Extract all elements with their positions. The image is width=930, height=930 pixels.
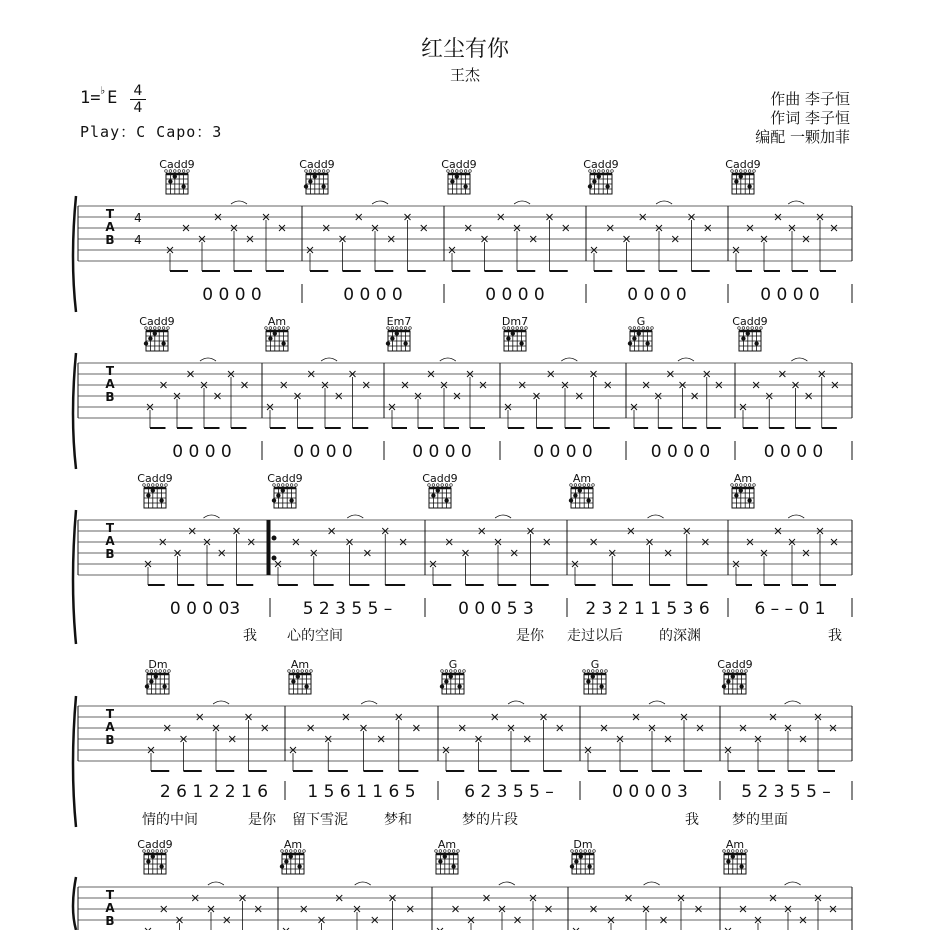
jianpu-measure: 5 2 3 5 5 –: [741, 782, 831, 802]
open-string-mark: [457, 850, 460, 853]
chord-diagram: [628, 315, 654, 351]
finger-dot: [754, 341, 758, 345]
finger-dot: [569, 498, 573, 502]
chord-diagram: [717, 658, 752, 694]
open-string-mark: [288, 670, 291, 673]
finger-dot: [628, 341, 632, 345]
open-string-mark: [651, 327, 654, 330]
jianpu-measure: 0 0 0 0: [343, 285, 403, 305]
tie-arc: [561, 358, 577, 361]
open-string-mark: [445, 670, 448, 673]
tab-meter: 4: [134, 233, 142, 247]
finger-dot: [739, 488, 743, 492]
tie-arc: [355, 882, 371, 885]
open-string-mark: [435, 850, 438, 853]
chord-diagram: [145, 658, 171, 694]
system-brace: [73, 353, 76, 469]
chord-name: Am: [283, 838, 303, 851]
finger-dot: [431, 493, 435, 497]
chord-diagram: [288, 658, 313, 694]
chord-diagram: [267, 472, 302, 508]
open-string-mark: [592, 484, 595, 487]
finger-dot: [149, 679, 153, 683]
chord-name: Am: [290, 658, 310, 671]
lyric-word: 是你: [516, 628, 544, 644]
open-string-mark: [463, 670, 466, 673]
finger-dot: [145, 684, 149, 688]
chord-diagram: [159, 158, 194, 194]
finger-dot: [161, 341, 165, 345]
finger-dot: [284, 859, 288, 863]
finger-dot: [450, 179, 454, 183]
finger-dot: [280, 864, 284, 868]
lyricist-credit: 作词 李子恒: [770, 109, 850, 127]
finger-dot: [463, 184, 467, 188]
finger-dot: [308, 179, 312, 183]
chord-name: Cadd9: [139, 315, 175, 328]
tie-arc: [644, 882, 660, 885]
system-brace: [73, 510, 76, 644]
finger-dot: [304, 684, 308, 688]
finger-dot: [173, 174, 177, 178]
finger-dot: [168, 179, 172, 183]
finger-dot: [154, 674, 158, 678]
jianpu-measure: 0 0 0 0: [172, 442, 232, 462]
lyric-word: 我: [243, 628, 257, 644]
finger-dot: [444, 498, 448, 502]
open-string-mark: [600, 670, 603, 673]
open-string-mark: [723, 850, 726, 853]
meter-bottom: 4: [133, 100, 143, 116]
chord-name: Cadd9: [137, 472, 173, 485]
finger-dot: [289, 854, 293, 858]
chord-name: Dm: [573, 838, 593, 851]
chord-diagram: [137, 472, 172, 508]
tab-clef-letter: T: [105, 521, 115, 535]
finger-dot: [451, 864, 455, 868]
jianpu-measure: 2 6 1 2 2 1 6: [159, 782, 269, 802]
tie-arc: [347, 515, 363, 518]
chord-name: G: [448, 658, 458, 671]
chord-diagram: [280, 838, 306, 874]
tab-clef-letter: B: [105, 914, 115, 928]
chord-name: Am: [437, 838, 457, 851]
jianpu-measure: 0 0 0 0: [485, 285, 545, 305]
tie-arc: [204, 515, 220, 518]
finger-dot: [587, 864, 591, 868]
tab-clef-letter: T: [105, 364, 115, 378]
finger-dot: [457, 684, 461, 688]
tab-clef-letter: B: [105, 733, 115, 747]
finger-dot: [443, 854, 447, 858]
jianpu-measure: 0 0 0 0: [293, 442, 353, 462]
open-string-mark: [629, 327, 632, 330]
tab-clef-letter: A: [105, 901, 115, 915]
finger-dot: [144, 341, 148, 345]
jianpu-measure: 0 0 0 0 3: [612, 782, 688, 802]
finger-dot: [159, 864, 163, 868]
finger-dot: [162, 684, 166, 688]
chord-name: Cadd9: [583, 158, 619, 171]
jianpu-measure: 0 0 0 0: [763, 442, 824, 462]
finger-dot: [436, 488, 440, 492]
arranger-credit: 编配 一颗加菲: [755, 128, 850, 146]
chord-name: Cadd9: [159, 158, 195, 171]
finger-dot: [741, 336, 745, 340]
jianpu-measure: 2 3 2 1 1 5 3 6: [585, 599, 710, 619]
finger-dot: [272, 498, 276, 502]
open-string-mark: [753, 484, 756, 487]
key-prefix: 1=: [80, 88, 101, 108]
finger-dot: [588, 184, 592, 188]
flat-symbol: ♭: [99, 84, 107, 97]
finger-dot: [455, 174, 459, 178]
song-title: 红尘有你: [420, 37, 509, 62]
finger-dot: [281, 341, 285, 345]
meter-top: 4: [133, 83, 143, 99]
lyric-word: 留下雪泥: [292, 812, 348, 828]
tab-clef-letter: A: [105, 534, 115, 548]
finger-dot: [734, 179, 738, 183]
finger-dot: [739, 174, 743, 178]
open-string-mark: [587, 670, 590, 673]
finger-dot: [444, 679, 448, 683]
key-note: E: [107, 88, 118, 108]
open-string-mark: [570, 484, 573, 487]
open-string-mark: [146, 670, 149, 673]
finger-dot: [148, 336, 152, 340]
chord-diagram: [725, 158, 760, 194]
open-string-mark: [646, 327, 649, 330]
finger-dot: [281, 488, 285, 492]
finger-dot: [440, 684, 444, 688]
jianpu-measure: 0 0 0 03: [169, 599, 241, 619]
finger-dot: [289, 498, 293, 502]
finger-dot: [273, 331, 277, 335]
chord-name: Em7: [386, 315, 412, 328]
finger-dot: [146, 859, 150, 863]
chord-diagram: [422, 472, 457, 508]
finger-dot: [734, 493, 738, 497]
tie-arc: [508, 701, 524, 704]
tie-arc: [200, 358, 216, 361]
chord-diagram: [570, 838, 596, 874]
lyric-word: 情的中间: [142, 812, 198, 828]
open-string-mark: [633, 327, 636, 330]
finger-dot: [570, 864, 574, 868]
open-string-mark: [281, 850, 284, 853]
tie-arc: [785, 882, 801, 885]
lyric-word: 我: [685, 812, 699, 828]
tie-arc: [649, 701, 665, 704]
finger-dot: [449, 674, 453, 678]
lyric-word: 心的空间: [287, 628, 343, 644]
finger-dot: [599, 684, 603, 688]
finger-dot: [731, 854, 735, 858]
finger-dot: [722, 684, 726, 688]
finger-dot: [746, 331, 750, 335]
tie-arc: [499, 882, 515, 885]
tab-clef-letter: B: [105, 390, 115, 404]
tab-clef-letter: B: [105, 233, 115, 247]
chord-name: Am: [267, 315, 287, 328]
lyric-word: 的深渊: [659, 628, 701, 644]
chord-name: Am: [733, 472, 753, 485]
tie-arc: [208, 882, 224, 885]
tie-arc: [791, 358, 807, 361]
tab-clef-letter: A: [105, 220, 115, 234]
finger-dot: [297, 864, 301, 868]
tie-arc: [231, 201, 247, 204]
chord-diagram: [441, 158, 476, 194]
open-string-mark: [287, 327, 290, 330]
chord-name: G: [590, 658, 600, 671]
chord-diagram: [137, 838, 172, 874]
finger-dot: [592, 179, 596, 183]
finger-dot: [739, 684, 743, 688]
finger-dot: [637, 331, 641, 335]
tie-arc: [788, 515, 804, 518]
finger-dot: [386, 341, 390, 345]
finger-dot: [146, 493, 150, 497]
chord-diagram: [139, 315, 174, 351]
finger-dot: [739, 864, 743, 868]
tie-arc: [321, 358, 337, 361]
chord-name: Cadd9: [732, 315, 768, 328]
finger-dot: [390, 336, 394, 340]
finger-dot: [726, 859, 730, 863]
jianpu-measure: 0 0 0 0: [202, 285, 262, 305]
tie-arc: [785, 701, 801, 704]
finger-dot: [151, 488, 155, 492]
tab-clef-letter: T: [105, 207, 115, 221]
finger-dot: [268, 336, 272, 340]
open-string-mark: [571, 850, 574, 853]
tab-clef-letter: T: [105, 888, 115, 902]
chord-name: Cadd9: [725, 158, 761, 171]
tie-arc: [656, 201, 672, 204]
finger-dot: [645, 341, 649, 345]
finger-dot: [597, 174, 601, 178]
chord-name: Cadd9: [441, 158, 477, 171]
tie-arc: [372, 201, 388, 204]
chord-diagram: [569, 472, 595, 508]
open-string-mark: [583, 670, 586, 673]
jianpu-measure: 0 0 0 0: [533, 442, 593, 462]
finger-dot: [403, 341, 407, 345]
finger-dot: [591, 674, 595, 678]
open-string-mark: [593, 850, 596, 853]
chord-name: Cadd9: [299, 158, 335, 171]
tab-clef-letter: A: [105, 720, 115, 734]
tie-arc: [495, 515, 511, 518]
chord-name: Dm7: [501, 315, 529, 328]
finger-dot: [151, 854, 155, 858]
chord-diagram: [440, 658, 466, 694]
chord-diagram: [583, 658, 608, 694]
jianpu-measure: 0 0 0 0: [412, 442, 472, 462]
repeat-dot: [272, 556, 277, 561]
finger-dot: [632, 336, 636, 340]
system-brace: [73, 196, 76, 312]
finger-dot: [586, 679, 590, 683]
open-string-mark: [731, 484, 734, 487]
chord-name: Cadd9: [717, 658, 753, 671]
finger-dot: [578, 488, 582, 492]
jianpu-measure: 6 – – 0 1: [754, 599, 826, 619]
tab-meter: 4: [134, 211, 142, 225]
finger-dot: [395, 331, 399, 335]
finger-dot: [313, 174, 317, 178]
finger-dot: [586, 498, 590, 502]
jianpu-measure: 0 0 0 0: [627, 285, 687, 305]
play-capo-info: Play：C Capo：3: [80, 123, 223, 141]
chord-name: Cadd9: [267, 472, 303, 485]
chord-name: G: [636, 315, 646, 328]
jianpu-measure: 1 5 6 1 1 6 5: [307, 782, 416, 802]
open-string-mark: [441, 670, 444, 673]
finger-dot: [438, 859, 442, 863]
lyric-word: 我: [828, 628, 842, 644]
tie-arc: [648, 515, 664, 518]
system-brace: [73, 877, 76, 930]
open-string-mark: [303, 850, 306, 853]
finger-dot: [153, 331, 157, 335]
chord-diagram: [731, 472, 756, 508]
lyric-word: 梦的片段: [462, 812, 518, 828]
chord-name: Am: [725, 838, 745, 851]
finger-dot: [731, 674, 735, 678]
chord-name: Cadd9: [422, 472, 458, 485]
lyric-word: 梦和: [384, 812, 412, 828]
tab-clef-letter: A: [105, 377, 115, 391]
open-string-mark: [168, 670, 171, 673]
chord-diagram: [732, 315, 767, 351]
jianpu-measure: 0 0 0 0: [760, 285, 820, 305]
chord-name: Dm: [148, 658, 168, 671]
lyric-word: 走过以后: [567, 628, 623, 644]
finger-dot: [605, 184, 609, 188]
song-artist: 王杰: [449, 66, 480, 84]
finger-dot: [276, 493, 280, 497]
chord-diagram: [502, 315, 528, 351]
chord-diagram: [435, 838, 460, 874]
system-brace: [73, 696, 76, 827]
chord-diagram: [265, 315, 290, 351]
chord-name: Cadd9: [137, 838, 173, 851]
jianpu-measure: 0 0 0 5 3: [458, 599, 534, 619]
open-string-mark: [458, 670, 461, 673]
finger-dot: [296, 674, 300, 678]
chord-name: Am: [572, 472, 592, 485]
jianpu-measure: 6 2 3 5 5 –: [464, 782, 554, 802]
tab-clef-letter: B: [105, 547, 115, 561]
finger-dot: [511, 331, 515, 335]
finger-dot: [159, 498, 163, 502]
tie-arc: [514, 201, 530, 204]
composer-credit: 作曲 李子恒: [770, 90, 850, 108]
chord-diagram: [723, 838, 748, 874]
finger-dot: [726, 679, 730, 683]
open-string-mark: [310, 670, 313, 673]
chord-diagram: [386, 315, 412, 351]
tie-arc: [361, 701, 377, 704]
finger-dot: [579, 854, 583, 858]
finger-dot: [747, 184, 751, 188]
finger-dot: [304, 184, 308, 188]
finger-dot: [321, 184, 325, 188]
finger-dot: [574, 859, 578, 863]
tie-arc: [678, 358, 694, 361]
finger-dot: [181, 184, 185, 188]
open-string-mark: [605, 670, 608, 673]
jianpu-measure: 5 2 3 5 5 –: [302, 599, 393, 619]
chord-diagram: [583, 158, 618, 194]
lyric-word: 是你: [248, 812, 276, 828]
tab-clef-letter: T: [105, 707, 115, 721]
finger-dot: [291, 679, 295, 683]
chord-diagram: [299, 158, 334, 194]
finger-dot: [573, 493, 577, 497]
tie-arc: [213, 701, 229, 704]
finger-dot: [747, 498, 751, 502]
jianpu-measure: 0 0 0 0: [650, 442, 711, 462]
lyric-word: 梦的里面: [732, 812, 788, 828]
open-string-mark: [265, 327, 268, 330]
finger-dot: [506, 336, 510, 340]
tie-arc: [788, 201, 804, 204]
tie-arc: [440, 358, 456, 361]
finger-dot: [519, 341, 523, 345]
open-string-mark: [745, 850, 748, 853]
repeat-dot: [272, 536, 277, 541]
